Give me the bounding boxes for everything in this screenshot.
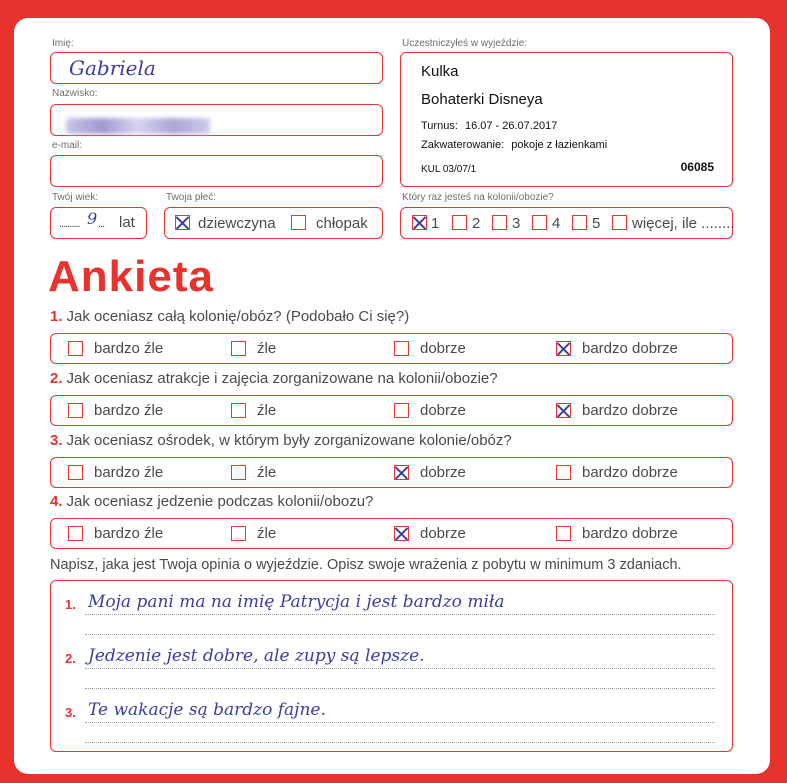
age-field[interactable]: [50, 207, 147, 239]
times-option-4: 4: [552, 215, 561, 232]
times-option-5: 5: [592, 215, 601, 232]
checkbox-boy[interactable]: [291, 215, 306, 230]
checkbox-q3-option-3[interactable]: [394, 465, 409, 480]
age-label: Twój wiek:: [52, 192, 99, 203]
checkbox-q1-option-2[interactable]: [231, 341, 246, 356]
opinion-prompt: Napisz, jaka jest Twoja opinia o wyjeździe. Opisz swoje wrażenia z pobytu w minimum 3 zdaniach.: [50, 557, 682, 573]
survey-title: Ankieta: [48, 252, 214, 301]
option-label: bardzo dobrze: [582, 525, 678, 542]
camp-theme: Bohaterki Disneya: [421, 91, 543, 108]
redacted-surname: [66, 118, 210, 134]
checkbox-q3-option-4[interactable]: [556, 465, 571, 480]
checkbox-girl[interactable]: [175, 215, 190, 230]
option-label: dobrze: [420, 525, 466, 542]
writing-line: [85, 668, 715, 669]
accommodation-label: Zakwaterowanie:: [421, 139, 505, 151]
age-value: 9: [87, 209, 98, 228]
gender-field: [164, 207, 383, 239]
option-label: bardzo dobrze: [582, 402, 678, 419]
checkbox-q2-option-3[interactable]: [394, 403, 409, 418]
question-number: 4.: [50, 493, 63, 510]
checkbox-q3-option-1[interactable]: [68, 465, 83, 480]
question-2: [50, 370, 498, 387]
checkbox-times-more[interactable]: [612, 215, 627, 230]
times-option-1: 1: [431, 215, 440, 232]
option-label: bardzo źle: [94, 402, 164, 419]
checkbox-times-3[interactable]: [492, 215, 507, 230]
surname-label: Nazwisko:: [52, 88, 98, 99]
name-value: Gabriela: [69, 56, 156, 80]
checkbox-q4-option-3[interactable]: [394, 526, 409, 541]
question-text: Jak oceniasz ośrodek, w którym były zorganizowane kolonie/obóz?: [66, 432, 512, 449]
question-text: Jak oceniasz całą kolonię/obóz? (Podobało Ci się?): [66, 308, 410, 325]
question-text: Jak oceniasz atrakcje i zajęcia zorganizowane na kolonii/obozie?: [66, 370, 498, 387]
opinion-line-text: Moja pani ma na imię Patrycja i jest bardzo miła: [88, 592, 505, 612]
times-option-2: 2: [472, 215, 481, 232]
opinion-line-number: 1.: [65, 597, 76, 612]
checkbox-q1-option-4[interactable]: [556, 341, 571, 356]
writing-line: [85, 688, 715, 689]
question-number: 1.: [50, 308, 63, 325]
question-text: Jak oceniasz jedzenie podczas kolonii/obozu?: [66, 493, 374, 510]
camp-name: Kulka: [421, 63, 459, 80]
times-option-3: 3: [512, 215, 521, 232]
question-3: [50, 432, 512, 449]
writing-line: [85, 722, 715, 723]
turnus-row: [421, 120, 557, 132]
checkbox-q1-option-1[interactable]: [68, 341, 83, 356]
checkbox-times-2[interactable]: [452, 215, 467, 230]
option-label: źle: [257, 402, 277, 419]
option-label: bardzo źle: [94, 464, 164, 481]
camp-code: KUL 03/07/1: [421, 164, 477, 175]
turnus-label: Turnus:: [421, 120, 458, 132]
turnus-value: 16.07 - 26.07.2017: [464, 120, 558, 132]
checkbox-times-5[interactable]: [572, 215, 587, 230]
option-label: źle: [257, 340, 277, 357]
age-dots: ..........: [59, 218, 80, 230]
question-number: 3.: [50, 432, 63, 449]
checkbox-q4-option-4[interactable]: [556, 526, 571, 541]
checkbox-times-1[interactable]: [412, 215, 427, 230]
checkbox-times-4[interactable]: [532, 215, 547, 230]
checkbox-q2-option-2[interactable]: [231, 403, 246, 418]
gender-option-girl: dziewczyna: [198, 215, 276, 232]
accommodation-row: [421, 139, 607, 151]
checkbox-q2-option-1[interactable]: [68, 403, 83, 418]
option-label: bardzo źle: [94, 525, 164, 542]
times-option-more: więcej, ile ........: [632, 215, 735, 232]
writing-line: [85, 634, 715, 635]
checkbox-q4-option-2[interactable]: [231, 526, 246, 541]
option-label: bardzo dobrze: [582, 464, 678, 481]
opinion-line-number: 3.: [65, 705, 76, 720]
checkbox-q3-option-2[interactable]: [231, 465, 246, 480]
question-4: [50, 493, 373, 510]
gender-option-boy: chłopak: [316, 215, 368, 232]
times-label: Który raz jesteś na kolonii/obozie?: [402, 192, 554, 203]
age-unit: lat: [119, 214, 135, 231]
accommodation-value: pokoje z łazienkami: [511, 139, 608, 151]
option-label: bardzo dobrze: [582, 340, 678, 357]
option-label: bardzo źle: [94, 340, 164, 357]
camp-label: Uczestniczyłeś w wyjeździe:: [402, 38, 528, 49]
checkbox-q1-option-3[interactable]: [394, 341, 409, 356]
camp-number: 06085: [680, 160, 714, 174]
opinion-line-text: Jedzenie jest dobre, ale zupy są lepsze.: [88, 646, 425, 666]
option-label: źle: [257, 525, 277, 542]
writing-line: [85, 614, 715, 615]
gender-label: Twoja płeć:: [166, 192, 217, 203]
opinion-line-number: 2.: [65, 651, 76, 666]
email-label: e-mail:: [52, 140, 83, 151]
age-dots-after: ...: [98, 218, 105, 230]
option-label: dobrze: [420, 402, 466, 419]
camp-info-box: [400, 52, 733, 187]
writing-line: [85, 742, 715, 743]
checkbox-q2-option-4[interactable]: [556, 403, 571, 418]
times-field: [400, 207, 733, 239]
option-label: źle: [257, 464, 277, 481]
checkbox-q4-option-1[interactable]: [68, 526, 83, 541]
email-field[interactable]: [50, 155, 383, 187]
opinion-line-text: Te wakacje są bardzo fajne.: [88, 700, 326, 720]
question-1: [50, 308, 409, 325]
name-label: Imię:: [52, 38, 74, 49]
name-field[interactable]: [50, 52, 383, 84]
option-label: dobrze: [420, 464, 466, 481]
option-label: dobrze: [420, 340, 466, 357]
question-number: 2.: [50, 370, 63, 387]
